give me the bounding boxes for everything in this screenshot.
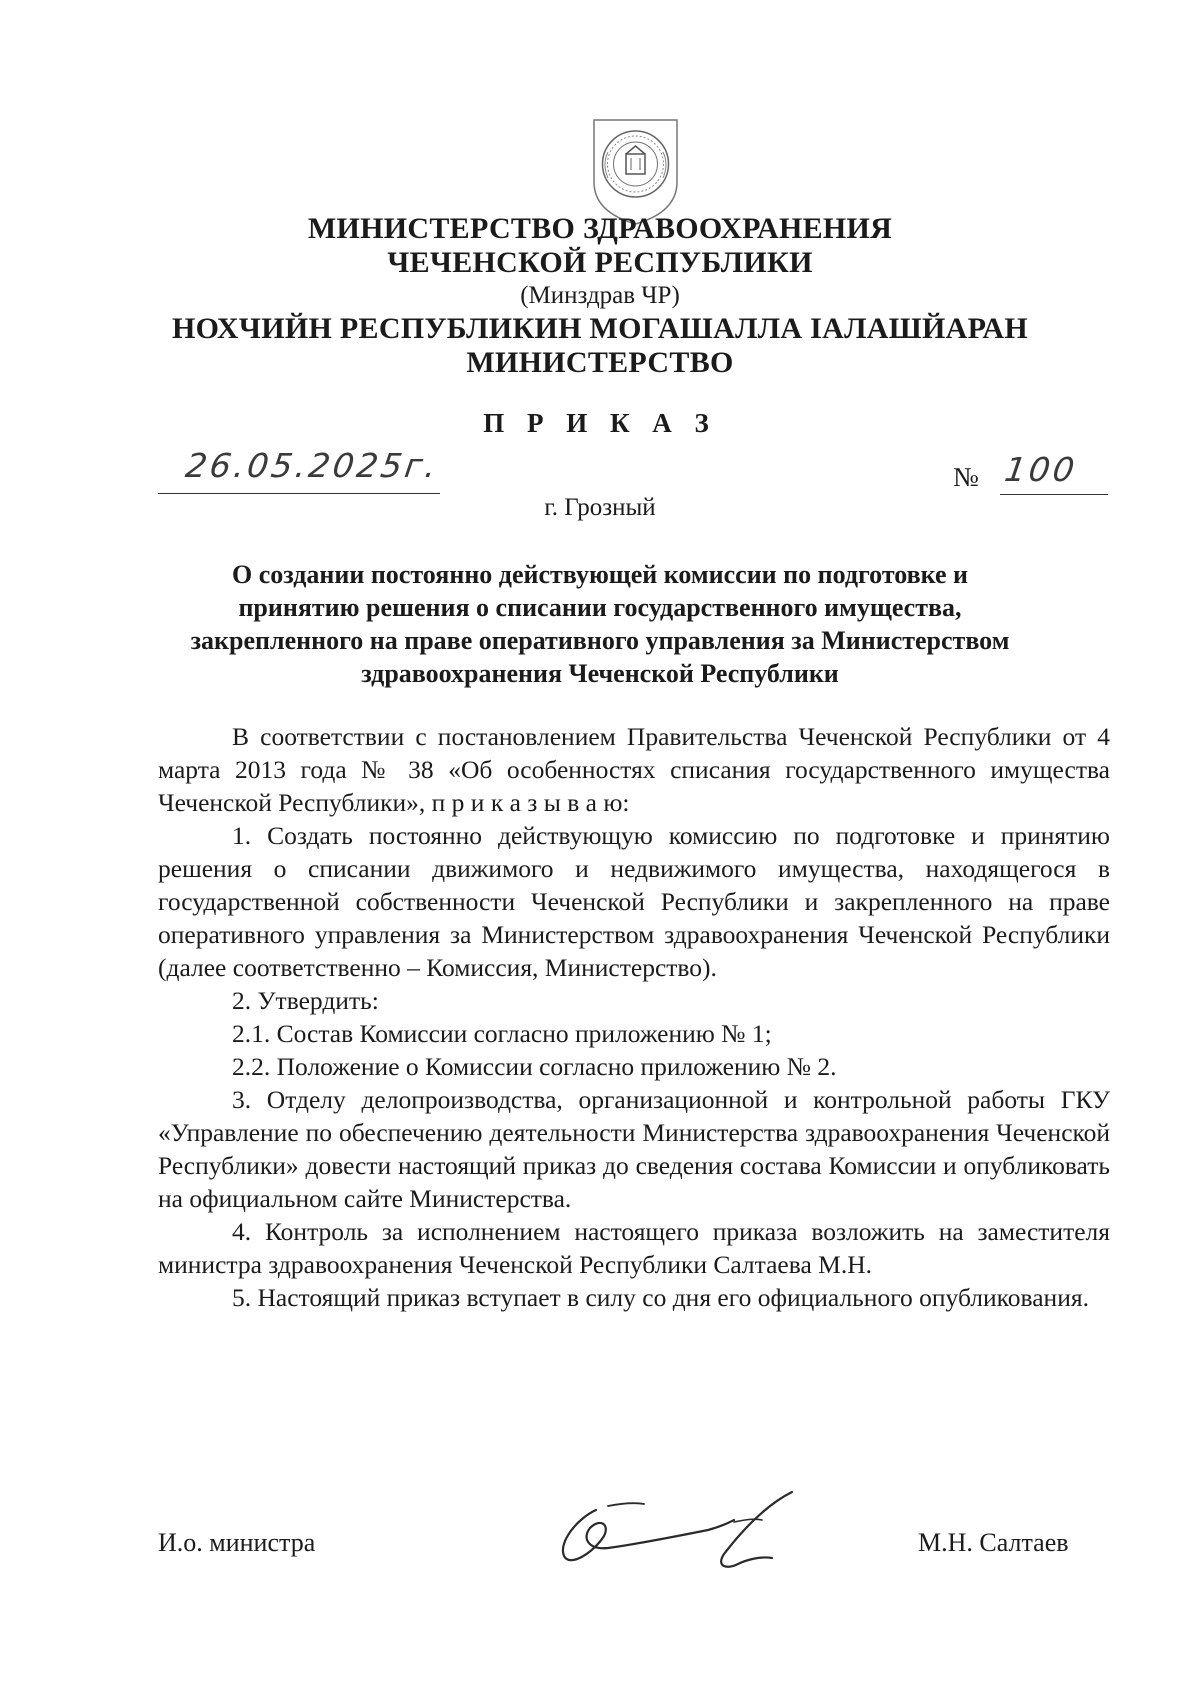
org-name-line-1: МИНИСТЕРСТВО ЗДРАВООХРАНЕНИЯ: [307, 212, 893, 245]
subject-line: здравоохранения Чеченской Республики: [361, 659, 839, 688]
subject-line: принятию решения о списании государственного имущества,: [238, 593, 962, 622]
order-item-2-2: 2.2. Положение о Комиссии согласно приложению № 2.: [232, 1052, 837, 1081]
order-item-1: 1. Создать постоянно действующую комиссию по подготовке и принятию решения о списании движимого и недвижимого имущества, находящегося в государственной собственности Чеченской Республики и закрепленного на праве оперативного управления за Министерством здравоохранения Чеченской Республики (далее соответственно – Комиссия, Министерство).: [158, 821, 1110, 982]
order-number-label: №: [953, 462, 979, 492]
order-date-field: [158, 446, 458, 492]
coat-of-arms-icon: [588, 112, 683, 227]
order-date: 26.05.2025г.: [183, 446, 442, 485]
org-abbreviation: (Минздрав ЧР): [520, 282, 680, 309]
order-item-3: 3. Отделу делопроизводства, организационной и контрольной работы ГКУ «Управление по обеспечению деятельности Министерства здравоохранения Чеченской Республики» довести настоящий приказ до сведения состава Комиссии и опубликовать на официальном сайте Министерства.: [158, 1085, 1110, 1213]
order-city: г. Грозный: [544, 494, 656, 521]
order-title: П Р И К А З: [483, 408, 717, 438]
order-number: 100: [1002, 450, 1080, 489]
org-name-line-2: ЧЕЧЕНСКОЙ РЕСПУБЛИКИ: [387, 246, 813, 279]
subject-line: О создании постоянно действующей комиссии по подготовке и: [231, 560, 969, 589]
order-subject: [150, 558, 1050, 690]
preamble: В соответствии с постановлением Правительства Чеченской Республики от 4 марта 2013 года № 38 «Об особенностях списания государственного имущества Чеченской Республики», п р и к а з ы в а ю:: [158, 722, 1110, 817]
order-item-4: 4. Контроль за исполнением настоящего приказа возложить на заместителя министра здравоохранения Чеченской Республики Салтаева М.Н.: [158, 1217, 1110, 1279]
order-item-2: 2. Утвердить:: [232, 986, 379, 1015]
signatory-role: И.о. министра: [158, 1528, 316, 1557]
subject-line: закрепленного на праве оперативного управления за Министерством: [190, 626, 1010, 655]
order-body: [158, 720, 1110, 1314]
signatory-name: М.Н. Салтаев: [918, 1528, 1069, 1557]
order-item-2-1: 2.1. Состав Комиссии согласно приложению № 1;: [232, 1019, 772, 1048]
handwritten-signature-icon: [548, 1480, 798, 1580]
org-name-chechen-line-1: НОХЧИЙН РЕСПУБЛИКИН МОГАШАЛЛА ІАЛАШЙАРАН: [172, 312, 1028, 345]
order-item-5: 5. Настоящий приказ вступает в силу со дня его официального опубликования.: [232, 1283, 1089, 1312]
org-name-chechen-line-2: МИНИСТЕРСТВО: [466, 346, 734, 379]
